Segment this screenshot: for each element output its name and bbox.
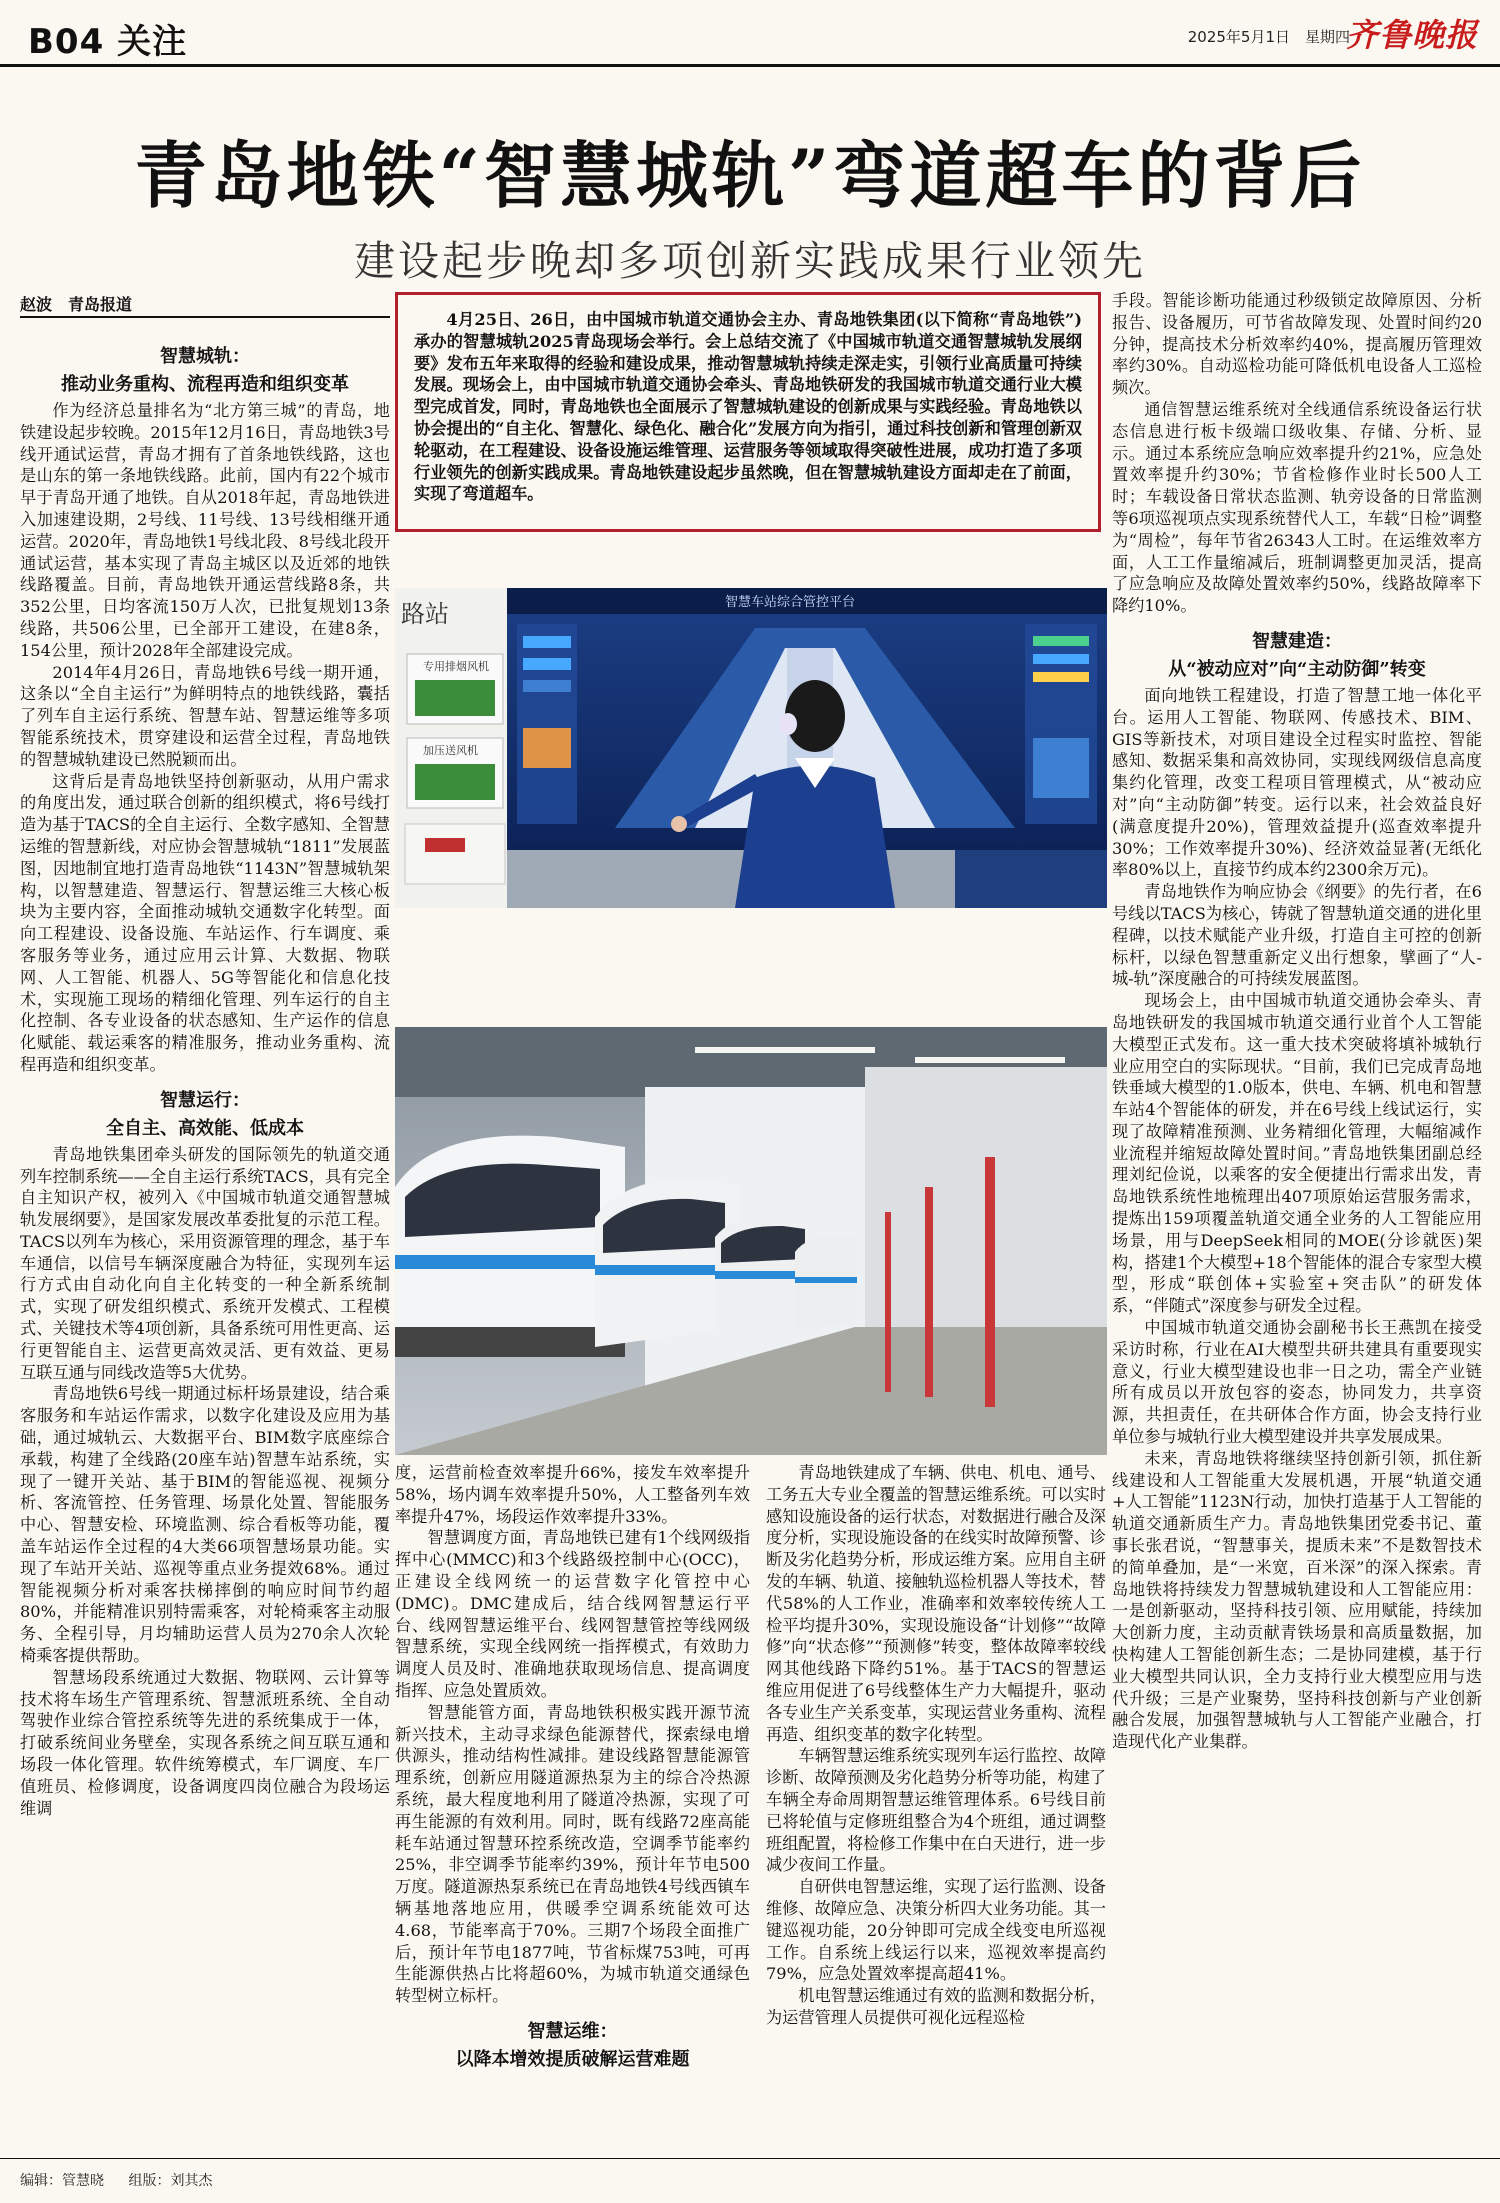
article-paragraph: 作为经济总量排名为“北方第三城”的青岛，地铁建设起步较晚。2015年12月16日，青岛地铁3号线开通试运营，青岛才拥有了首条地铁线路，这也是山东的第一条地铁线路。此前，国内有22个城市早于青岛开通了地铁。自从2018年起，青岛地铁进入加速建设期，2号线、11号线、13号线相继开通运营。2020年，青岛地铁1号线北段、8号线北段开通试运营，基本实现了青岛主城区以及近郊的地铁线路覆盖。目前，青岛地铁开通运营线路8条，共352公里，日均客流150万人次，已批复规划13条线路，共506公里，已全部开工建设，在建8条，154公里，预计2028年全部建设完成。 (20, 401, 390, 660)
lead-paragraph: 4月25日、26日，由中国城市轨道交通协会主办、青岛地铁集团(以下简称“青岛地铁”)承办的智慧城轨2025青岛现场会举行。会上总结交流了《中国城市轨道交通智慧城轨发展纲要》发布五年来取得的经验和建设成果，推动智慧城轨持续走深走实，引领行业高质量可持续发展。现场会上，由中国城市轨道交通协会牵头、青岛地铁研发的我国城市轨道交通行业大模型完成首发，同时，青岛地铁也全面展示了智慧城轨建设的创新成果与实践经验。青岛地铁以协会提出的“自主化、智慧化、绿色化、融合化”发展方向为指引，通过科技创新和管理创新双轮驱动，在工程建设、设备设施运维管理、运营服务等领域取得突破性进展，成功打造了多项行业领先的创新实践成果。青岛地铁建设起步虽然晚，但在智慧城轨建设方面却走在了前面，实现了弯道超车。 (414, 310, 1082, 504)
byline: 赵波 青岛报道 (20, 295, 133, 314)
photo-panel-label-2: 加压送风机 (423, 744, 478, 757)
section-heading: 全自主、高效能、低成本 (106, 1117, 304, 1139)
issue-date: 2025年5月1日 星期四 (1187, 28, 1350, 46)
section-heading: 智慧城轨： (160, 346, 250, 367)
photo-control-room-art (395, 588, 1107, 908)
editor-credit: 编辑：管慧晓 (20, 2173, 104, 2189)
byline-rule (20, 316, 390, 318)
section-heading: 从“被动应对”向“主动防御”转变 (1168, 658, 1426, 680)
lead-box (395, 292, 1101, 532)
section-heading: 智慧运维： (527, 2020, 618, 2042)
article-paragraph: 智慧场段系统通过大数据、物联网、云计算等技术将车场生产管理系统、智慧派班系统、全自动驾驶作业综合管控系统等先进的系统集成于一体，打破系统间业务壁垒，实现各系统之间互联互通和场段一体化管理。软件统筹模式，车厂调度、车厂值班员、检修调度，设备调度四岗位融合为段场运维调 (20, 1667, 390, 1818)
article-paragraph: 现场会上，由中国城市轨道交通协会牵头、青岛地铁研发的我国城市轨道交通行业首个人工智能大模型正式发布。这一重大技术突破将填补城轨行业应用空白的实际现状。“目前，我们已完成青岛地铁垂域大模型的1.0版本，供电、车辆、机电和智慧车站4个智能体的研发，并在6号线上线试运行，实现了故障精准预测、业务精细化管理，大幅缩减作业流程并缩短故障处置时间。”青岛地铁集团副总经理刘纪俭说，以乘客的安全便捷出行需求出发，青岛地铁系统性地梳理出407项原始运营服务需求，提炼出159项覆盖轨道交通全业务的人工智能应用场景，用与DeepSeek相同的MOE(分诊就医)架构，搭建1个大模型+18个智能体的混合专家型大模型，形成“联创体+实验室+突击队”的研发体系，“伴随式”深度参与研发全过程。 (1112, 991, 1482, 1316)
article-paragraph: 面向地铁工程建设，打造了智慧工地一体化平台。运用人工智能、物联网、传感技术、BIM、GIS等新技术，对项目建设全过程实时监控、智能感知、数据采集和高效协同，实现线网级信息高度集约化管理，改变工程项目管理模式，从“被动应对”向“主动防御”转变。运行以来，社会效益良好(满意度提升20%)，管理效益提升(巡查效率提升30%；工作效率提升30%)、经济效益显著(无纸化率80%以上，直接节约成本约2300余万元)。 (1112, 685, 1482, 880)
newspaper-logo: 齐鲁晚报 (1345, 16, 1478, 54)
header-rule (0, 64, 1500, 67)
article-paragraph: 青岛地铁6号线一期通过标杆场景建设，结合乘客服务和车站运作需求，以数字化建设及应用为基础，通过城轨云、大数据平台、BIM数字底座综合承载，构建了全线路(20座车站)智慧车站系统，实现了一键开关站、基于BIM的智能巡视、视频分析、客流管控、任务管理、场景化处置、智能服务中心、智慧安检、环境监测、综合看板等功能，覆盖车站运作全过程的4大类66项智慧场景功能。实现了车站开关站、巡视等重点业务提效68%。通过智能视频分析对乘客扶梯摔倒的响应时间节约超80%，并能精准识别特需乘客，对轮椅乘客主动服务、全程引导，月均辅助运营人员为270余人次轮椅乘客提供帮助。 (20, 1384, 390, 1666)
article-paragraph: 这背后是青岛地铁坚持创新驱动，从用户需求的角度出发，通过联合创新的组织模式，将6号线打造为基于TACS的全自主运行、全数字感知、全智慧运维的智慧新线，对应协会智慧城轨“1811”发展蓝图，因地制宜地打造青岛地铁“1143N”智慧城轨架构，以智慧建造、智慧运行、智慧运维三大核心板块为主要内容，全面推动城轨交通数字化转型。面向工程建设、设备设施、车站运作、行车调度、乘客服务等业务，通过应用云计算、大数据、物联网、人工智能、机器人、5G等智能化和信息化技术，实现施工现场的精细化管理、列车运行的自主化控制、各专业设备的状态感知、生产运作的信息化赋能、载运乘客的精准服务，推动业务重构、流程再造和组织变革。 (20, 771, 390, 1074)
article-column-4 (1112, 290, 1482, 2150)
article-paragraph: 青岛地铁建成了车辆、供电、机电、通号、工务五大专业全覆盖的智慧运维系统。可以实时感知设施设备的运行状态，对数据进行融合及深度分析，实现设施设备的在线实时故障预警、诊断及劣化趋势分析，形成运维方案。应用自主研发的车辆、轨道、接触轨巡检机器人等技术，替代58%的人工作业，准确率和效率较传统人工检平均提升30%，实现设施设备“计划修”“故障修”向“状态修”“预测修”转变，整体故障率较线网其他线路下降约51%。基于TACS的智慧运维应用促进了6号线整体生产力大幅提升，驱动各专业生产关系变革，实现运营业务重构、流程再造、组织变革的数字化转型。 (766, 1463, 1106, 1744)
photo-control-room (395, 588, 1107, 908)
photo-train-depot (395, 1027, 1107, 1455)
article-paragraph: 通信智慧运维系统对全线通信系统设备运行状态信息进行板卡级端口级收集、存储、分析、显示。通过本系统应急响应效率提升约21%，应急处置效率提升约30%；节省检修作业时长500人工时；车载设备日常状态监测、轨旁设备的日常监测等6项巡视项点实现系统替代人工，车载“日检”调整为“周检”，每年节省26343人工时。在运维效率方面，人工工作量缩减后，班制调整更加灵活，提高了应急响应及故障处置效率约50%，线路故障率下降约10%。 (1112, 399, 1482, 616)
headline: 青岛地铁“智慧城轨”弯道超车的背后 (134, 133, 1366, 218)
section-label: B04 关注 (28, 22, 188, 62)
article-paragraph: 2014年4月26日，青岛地铁6号线一期开通，这条以“全自主运行”为鲜明特点的地铁线路，囊括了列车自主运行系统、智慧车站、智慧运维等多项智能系统技术，贯穿建设和运营全过程，青岛地铁的智慧城轨建设已然脱颖而出。 (20, 662, 390, 769)
article-paragraph: 青岛地铁集团牵头研发的国际领先的轨道交通列车控制系统——全自主运行系统TACS，具有完全自主知识产权，被列入《中国城市轨道交通智慧城轨发展纲要》，是国家发展改革委批复的示范工程。TACS以列车为核心，采用资源管理的理念，基于车车通信，以信号车辆深度融合为特征，实现列车运行方式由自动化向自主化转变的一种全新系统制式，实现了研发组织模式、系统开发模式、工程模式、关键技术等4项创新，具备系统可用性更高、运行更智能自主、运营更高效灵活、更有效益、更易互联互通与同线改造等5大优势。 (20, 1144, 390, 1382)
article-paragraph: 中国城市轨道交通协会副秘书长王燕凯在接受采访时称，行业在AI大模型共研共建具有重要现实意义，行业大模型建设也非一日之功，需全产业链所有成员以开放包容的姿态，协同发力，共享资源，共担责任，在共研体合作方面，协会支持行业单位参与城轨行业大模型建设并共享发展成果。 (1112, 1318, 1482, 1447)
article-paragraph: 机电智慧运维通过有效的监测和数据分析，为运营管理人员提供可视化远程巡检 (766, 1986, 1106, 2027)
article-paragraph: 手段。智能诊断功能通过秒级锁定故障原因、分析报告、设备履历，可节省故障发现、处置时间约20分钟，提高技术分析效率约40%，提高履历管理效率约30%。自动巡检功能可降低机电设备人工巡检频次。 (1112, 291, 1482, 398)
section-heading: 推动业务重构、流程再造和组织变革 (61, 374, 349, 395)
photo-panel-label-1: 专用排烟风机 (423, 660, 489, 673)
article-paragraph: 智慧调度方面，青岛地铁已建有1个线网级指挥中心(MMCC)和3个线路级控制中心(OCC)，正建设全线网统一的运营数字化管控中心(DMC)。DMC建成后，结合线网智慧运行平台、线网智慧运维平台、线网智慧管控等线网级智慧系统，实现全线网统一指挥模式，有效助力调度人员及时、准确地获取现场信息、提高调度指挥、应急处置质效。 (395, 1528, 750, 1700)
article-paragraph: 度，运营前检查效率提升66%，接发车效率提升58%，场内调车效率提升50%，人工整备列车效率提升47%，场段运作效率提升33%。 (395, 1463, 750, 1526)
section-heading: 智慧运行： (160, 1089, 250, 1111)
subheadline: 建设起步晚却多项创新实践成果行业领先 (354, 237, 1146, 285)
photo-screen-title: 智慧车站综合管控平台 (725, 595, 856, 610)
section-heading: 智慧建造： (1252, 630, 1342, 652)
article-paragraph: 车辆智慧运维系统实现列车运行监控、故障诊断、故障预测及劣化趋势分析等功能，构建了车辆全寿命周期智慧运维管理体系。6号线目前已将轮值与定修班组整合为4个班组，通过调整班组配置，将检修工作集中在白天进行，进一步减少夜间工作量。 (766, 1746, 1106, 1875)
article-paragraph: 自研供电智慧运维，实现了运行监测、设备维修、故障应急、决策分析四大业务功能。其一键巡视功能，20分钟即可完成全线变电所巡视工作。自系统上线运行以来，巡视效率提高约79%，应急处置效率提高超41%。 (766, 1877, 1106, 1984)
photo-wall-text: 路站 (401, 600, 449, 628)
article-paragraph: 青岛地铁作为响应协会《纲要》的先行者，在6号线以TACS为核心，铸就了智慧轨道交通的进化里程碑，以技术赋能产业升级，打造自主可控的创新标杆，以绿色智慧重新定义出行想象，擘画了“人-城-轨”深度融合的可持续发展蓝图。 (1112, 882, 1482, 989)
page-footer (20, 2170, 232, 2190)
footer-rule (0, 2158, 1500, 2159)
article-paragraph: 未来，青岛地铁将继续坚持创新引领，抓住新线建设和人工智能重大发展机遇，开展“轨道交通+人工智能”1123N行动，加快打造基于人工智能的轨道交通新质生产力。青岛地铁集团党委书记、董事长张君说，“智慧事关，提质未来”不是数智技术的简单叠加，是“一米宽，百米深”的深入探索。青岛地铁将持续发力智慧城轨建设和人工智能应用：一是创新驱动，坚持科技引领、应用赋能，持续加大创新力度，主动贡献青铁场景和高质量数据，加快构建人工智能创新生态；二是协同建模，基于行业大模型共同认识，全力支持行业大模型应用与迭代升级；三是产业聚势，坚持科技创新与产业创新融合发展，加强智慧城轨与人工智能产业融合，打造现代化产业集群。 (1112, 1448, 1482, 1752)
article-paragraph: 智慧能管方面，青岛地铁积极实践开源节流新兴技术，主动寻求绿色能源替代，探索绿电增供源头，推动结构性减排。建设线路智慧能源管理系统，创新应用隧道源热泵为主的综合冷热源系统，最大程度地利用了隧道冷热源，实现了可再生能源的有效利用。同时，既有线路72座高能耗车站通过智慧环控系统改造，空调季节能率约25%，非空调季节能率约39%，预计年节电500万度。隧道源热泵系统已在青岛地铁4号线西镇车辆基地落地应用，供暖季空调系统能效可达4.68，节能率高于70%。三期7个场段全面推广后，预计年节电1877吨，节省标煤753吨，可再生能源供热占比将超60%，为城市轨道交通绿色转型树立标杆。 (395, 1702, 750, 2006)
section-heading: 以降本增效提质破解运营难题 (455, 2048, 690, 2070)
article-column-3 (766, 1462, 1106, 2152)
layout-credit: 组版：刘其杰 (128, 2173, 213, 2189)
photo-train-depot-art (395, 1027, 1107, 1455)
article-column-2 (395, 1462, 750, 2152)
article-column-1 (20, 332, 390, 2150)
